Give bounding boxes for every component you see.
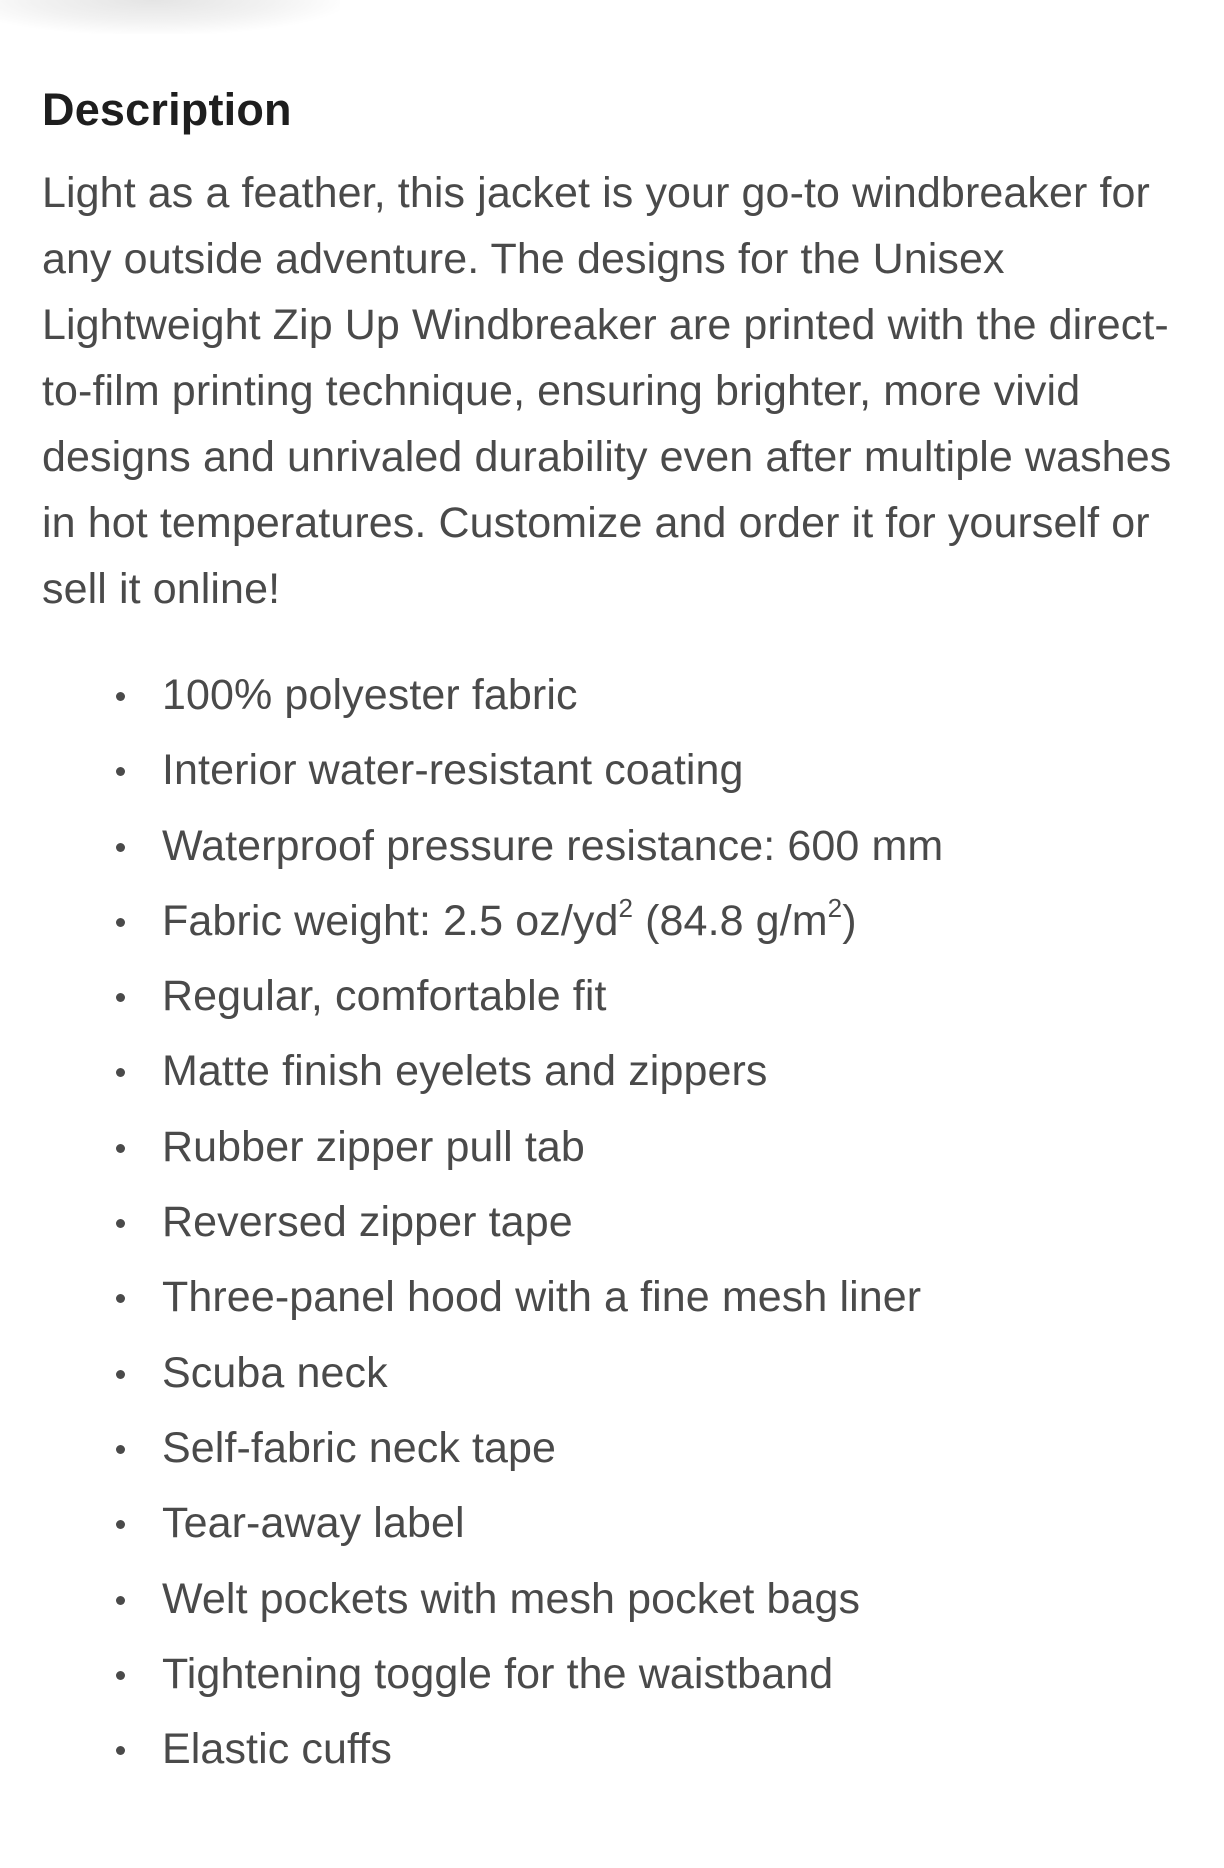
- feature-item: [42, 733, 1182, 808]
- feature-item: [42, 809, 1182, 884]
- feature-item: [42, 1260, 1182, 1335]
- feature-item: [42, 1110, 1182, 1185]
- description-text: Light as a feather, this jacket is your go-to windbreaker for any outside adventure. The designs for the Unisex Lightweight Zip Up Windbreaker are printed with the direct-to-film printing technique, ensuring brighter, more vivid designs and unrivaled durability even after multiple washes in hot temperatures. Customize and order it for yourself or sell it online!: [42, 169, 1172, 613]
- feature-text: Tightening toggle for the waistband: [162, 1649, 834, 1698]
- feature-text: Scuba neck: [162, 1348, 388, 1397]
- fabric-weight-suffix: ): [842, 896, 857, 945]
- fabric-weight-middle: (84.8 g/m: [633, 896, 828, 945]
- bullet-icon: [116, 1219, 125, 1228]
- feature-item: [42, 1712, 1182, 1787]
- bullet-icon: [116, 1445, 125, 1454]
- feature-item: [42, 1486, 1182, 1561]
- feature-text: Reversed zipper tape: [162, 1198, 573, 1247]
- bullet-icon: [116, 767, 125, 776]
- feature-text: Rubber zipper pull tab: [162, 1122, 585, 1171]
- bullet-icon: [116, 1746, 125, 1755]
- feature-list: [42, 658, 1182, 1787]
- bullet-icon: [116, 918, 125, 927]
- feature-item: [42, 884, 1182, 959]
- feature-item: [42, 658, 1182, 733]
- product-description-section: [42, 82, 1182, 1787]
- feature-item: [42, 1185, 1182, 1260]
- feature-text: Tear-away label: [162, 1499, 465, 1548]
- feature-item: [42, 959, 1182, 1034]
- bullet-icon: [116, 1520, 125, 1529]
- feature-text: Waterproof pressure resistance: 600 mm: [162, 821, 944, 870]
- bullet-icon: [116, 993, 125, 1002]
- fabric-weight-prefix: Fabric weight: 2.5 oz/yd: [162, 896, 619, 945]
- feature-text: Three-panel hood with a fine mesh liner: [162, 1273, 922, 1322]
- feature-text: Self-fabric neck tape: [162, 1423, 557, 1472]
- superscript: 2: [618, 892, 634, 923]
- feature-text: Welt pockets with mesh pocket bags: [162, 1574, 861, 1623]
- feature-text: Regular, comfortable fit: [162, 972, 607, 1021]
- superscript: 2: [827, 892, 843, 923]
- feature-text: Elastic cuffs: [162, 1725, 392, 1774]
- feature-item: [42, 1411, 1182, 1486]
- feature-text: [162, 892, 857, 945]
- feature-item: [42, 1637, 1182, 1712]
- feature-text: 100% polyester fabric: [162, 671, 578, 719]
- bullet-icon: [116, 1294, 125, 1303]
- bullet-icon: [116, 1596, 125, 1605]
- bullet-icon: [116, 1144, 125, 1153]
- feature-text: Interior water-resistant coating: [162, 746, 744, 795]
- bullet-icon: [116, 692, 125, 701]
- description-heading: Description: [42, 84, 292, 135]
- bullet-icon: [116, 1671, 125, 1680]
- feature-text: Matte finish eyelets and zippers: [162, 1047, 768, 1096]
- feature-item: [42, 1336, 1182, 1411]
- bullet-icon: [116, 843, 125, 852]
- feature-item: [42, 1034, 1182, 1109]
- feature-item: [42, 1562, 1182, 1637]
- bullet-icon: [116, 1370, 125, 1379]
- top-shadow: [0, 0, 340, 34]
- bullet-icon: [116, 1068, 125, 1077]
